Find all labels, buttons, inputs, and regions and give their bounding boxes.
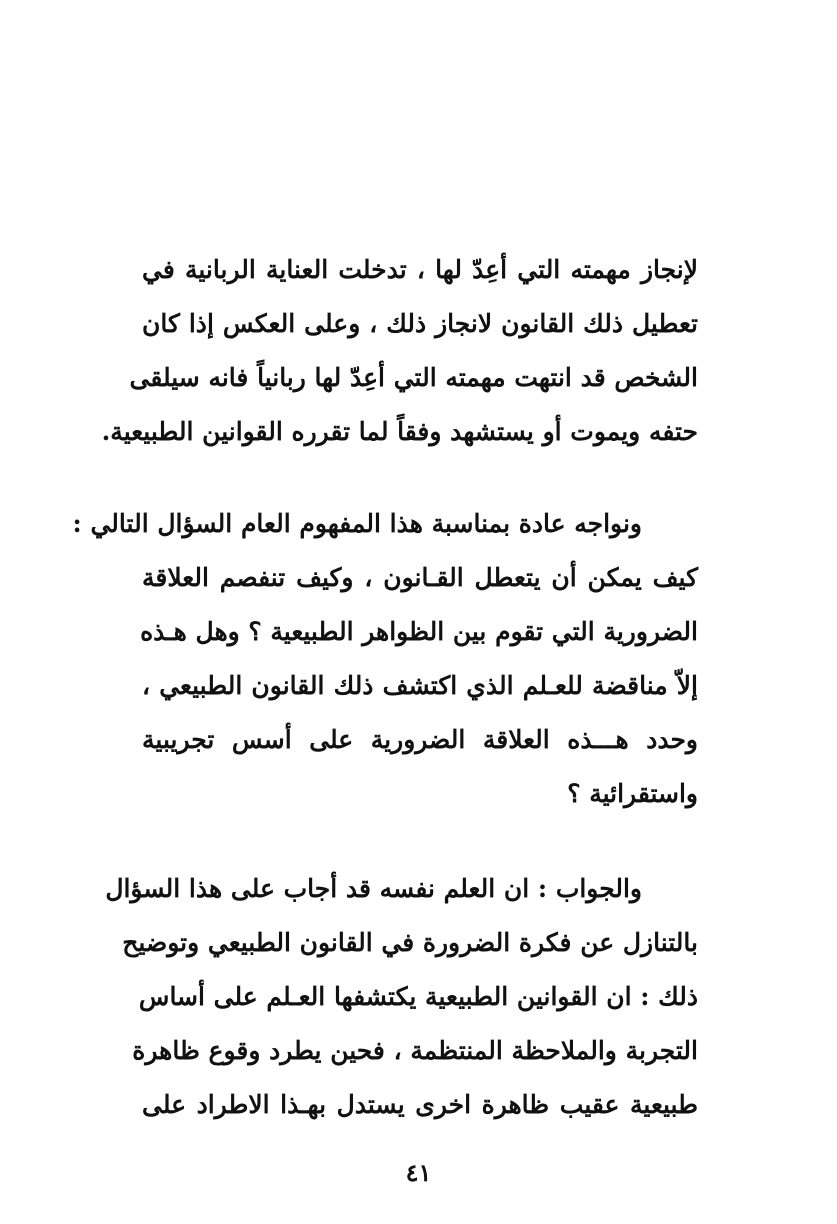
paragraph-1 [101, 243, 699, 459]
paragraph-line: واستقرائية ؟ [567, 779, 698, 808]
paragraph-3 [105, 862, 698, 1132]
paragraph-line: إلاّ مناقضة للعـلم الذي اكتشف ذلك القانون الطبيعي ، [142, 671, 698, 700]
paragraph-line: وحدد هـــذه العلاقة الضرورية على أسس تجريبية [142, 725, 698, 754]
paragraph-line: التجربة والملاحظة المنتظمة ، فحين يطرد وقوع ظاهرة [132, 1036, 698, 1065]
paragraph-line: لإنجاز مهمته التي أعِدّ لها ، تدخلت العناية الربانية في [142, 255, 699, 284]
paragraph-line: ذلك : ان القوانين الطبيعية يكتشفها العـلم على أساس [138, 982, 698, 1011]
paragraph-line: تعطيل ذلك القانون لانجاز ذلك ، وعلى العكس إذا كان [142, 309, 698, 338]
paragraph-2 [72, 497, 698, 821]
paragraph-line: بالتنازل عن فكرة الضرورة في القانون الطبيعي وتوضيح [122, 928, 698, 957]
paragraph-line: الشخص قد انتهت مهمته التي أعِدّ لها ربانياً فانه سيلقى [129, 363, 698, 392]
paragraph-line: طبيعية عقيب ظاهرة اخرى يستدل بهـذا الاطراد على [142, 1090, 698, 1119]
paragraph-line: كيف يمكن أن يتعطل القـانون ، وكيف تنفصم العلاقة [142, 563, 698, 592]
paragraph-line: ونواجه عادة بمناسبة هذا المفهوم العام السؤال التالي : [72, 509, 642, 538]
paragraph-line: حتفه ويموت أو يستشهد وفقاً لما تقرره القوانين الطبيعية. [101, 417, 698, 446]
page-number: ٤١ [405, 1158, 432, 1187]
paragraph-line: والجواب : ان العلم نفسه قد أجاب على هذا السؤال [105, 874, 642, 903]
paragraph-line: الضرورية التي تقوم بين الظواهر الطبيعية ؟ وهل هـذه [140, 617, 698, 646]
